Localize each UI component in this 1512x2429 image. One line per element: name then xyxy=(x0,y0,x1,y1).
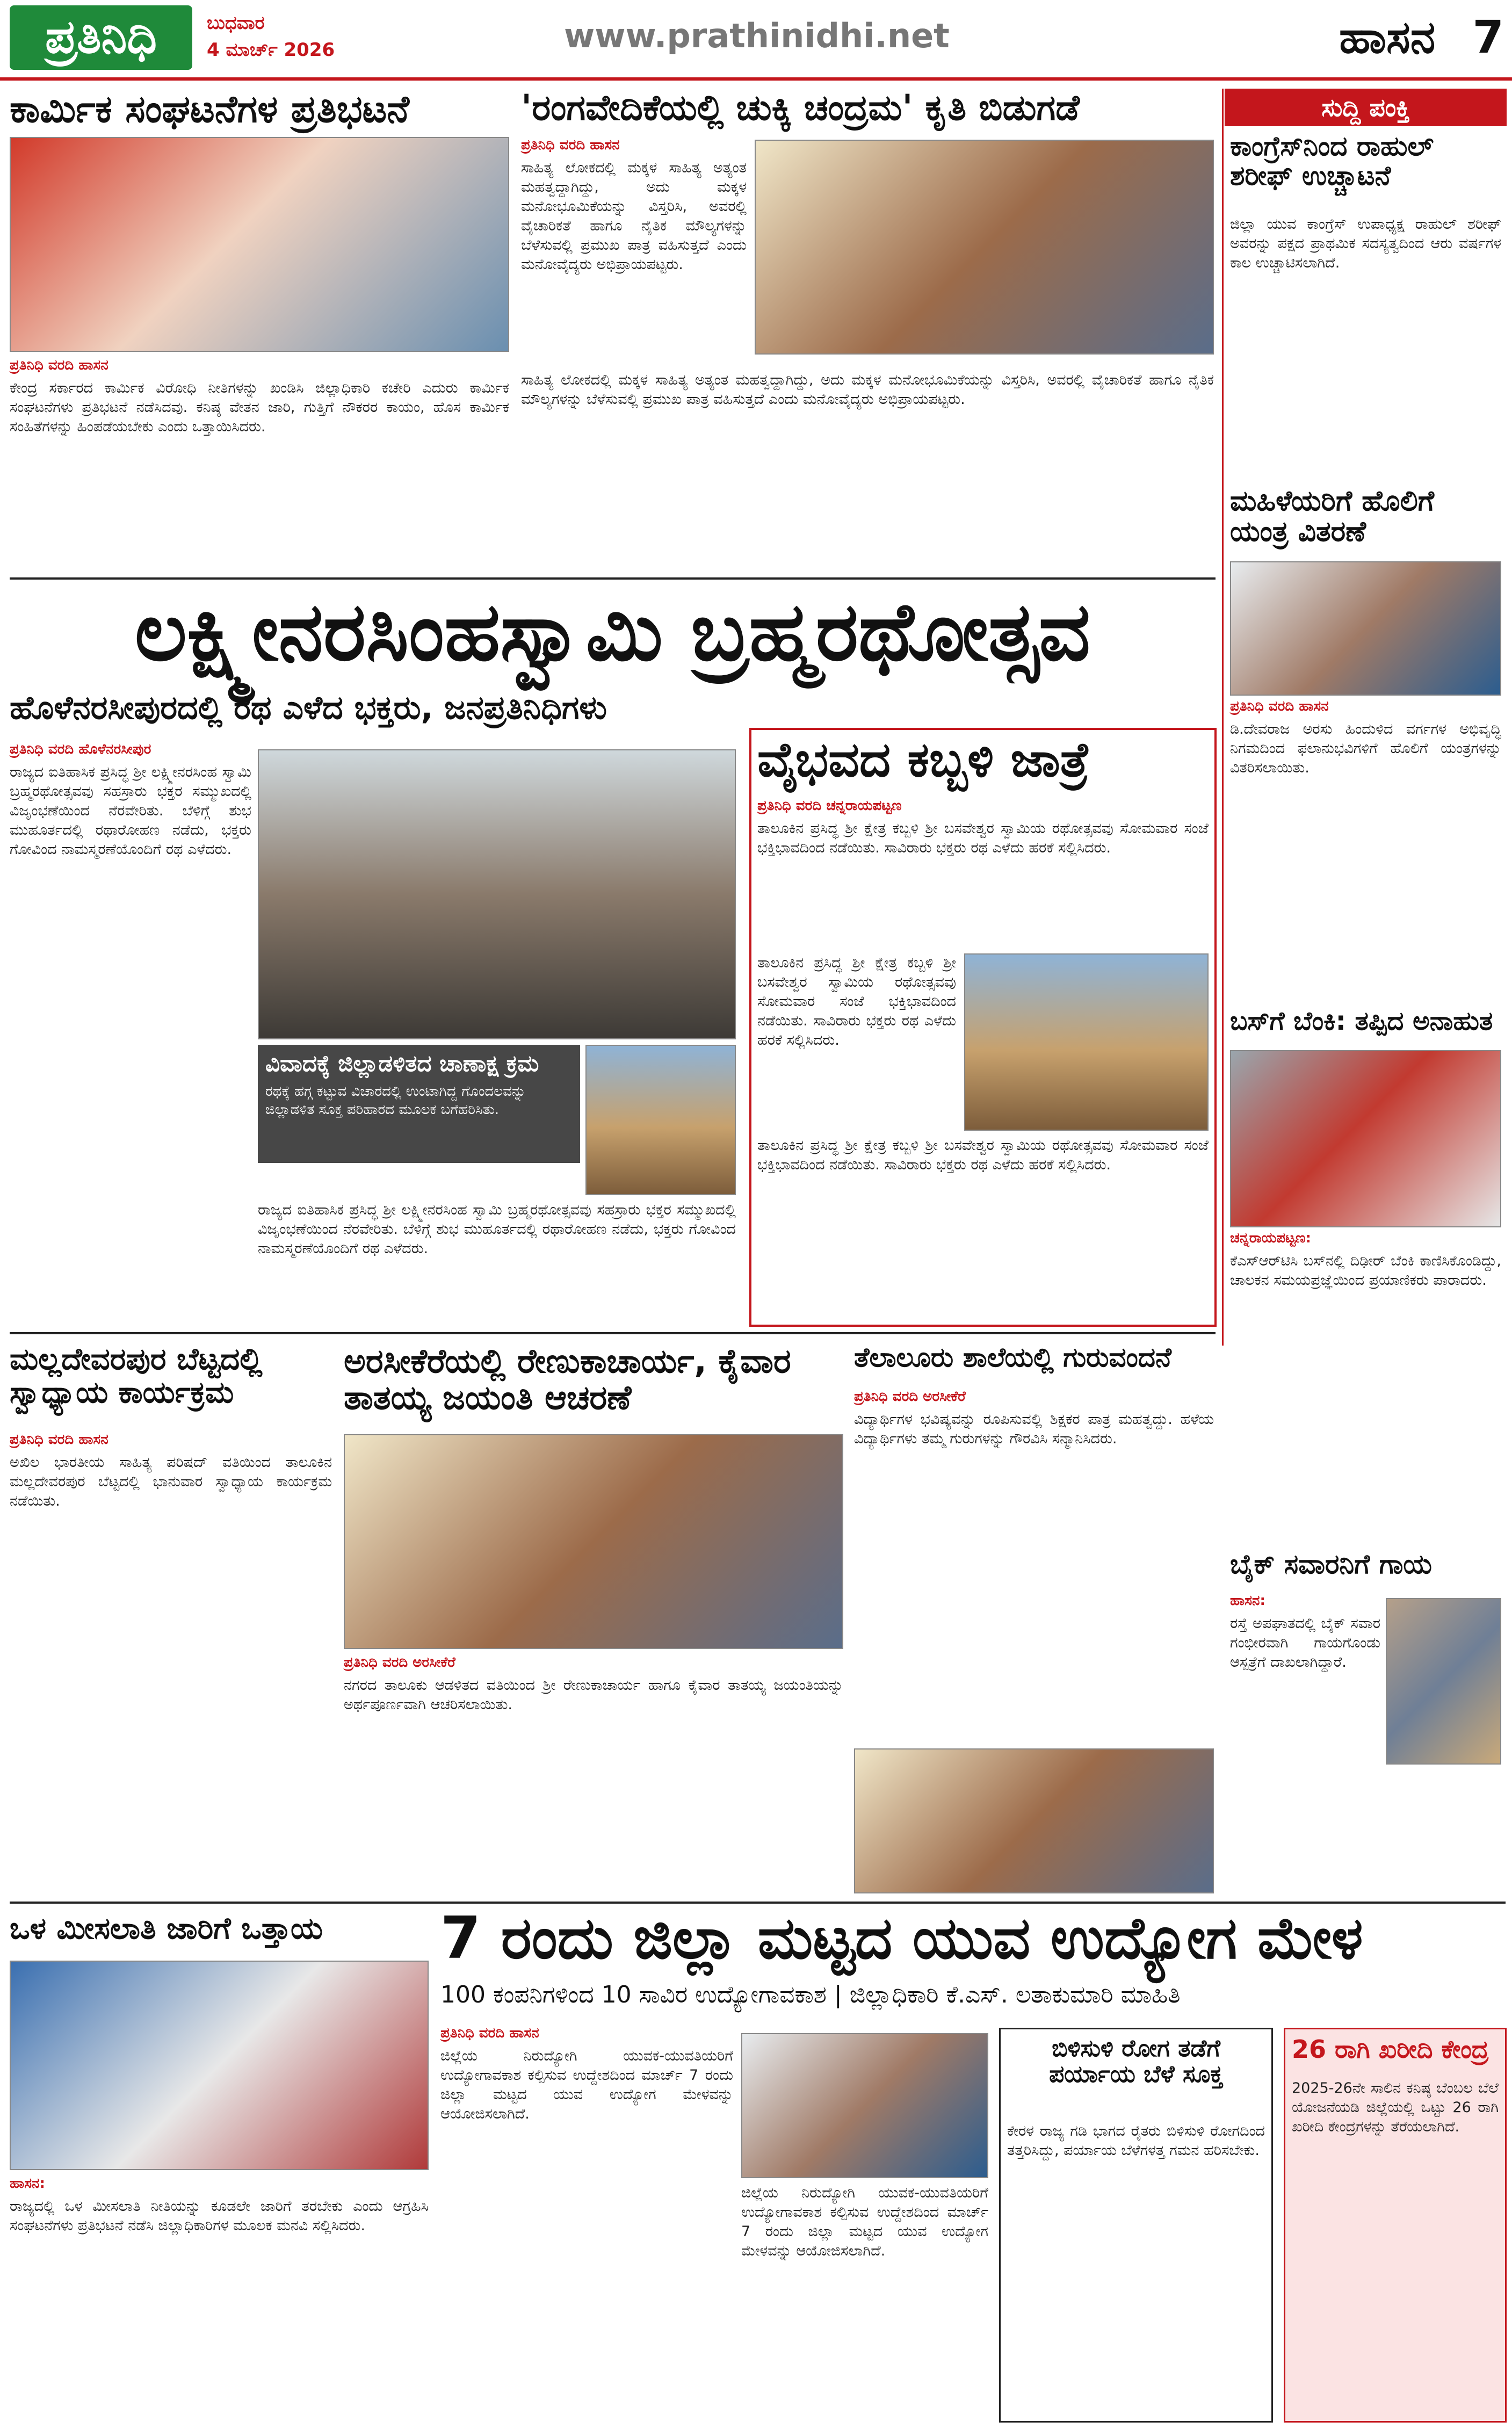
body-ragi: 2025-26ನೇ ಸಾಲಿನ ಕನಿಷ್ಠ ಬೆಂಬಲ ಬೆಲೆ ಯೋಜನೆಯಡಿ ಜಿಲ್ಲೆಯಲ್ಲಿ ಒಟ್ಟು 26 ರಾಗಿ ಖರೀದಿ ಕೇಂದ್ರಗಳನ್ನು ತೆರೆಯಲಾಗಿದೆ. xyxy=(1292,2080,1499,2135)
subhead-jobfair: 100 ಕಂಪನಿಗಳಿಂದ 10 ಸಾವಿರ ಉದ್ಯೋಗಾವಕಾಶ | ಜಿಲ್ಲಾಧಿಕಾರಿ ಕೆ.ಎಸ್. ಲತಾಕುಮಾರಿ ಮಾಹಿತಿ xyxy=(440,1981,1181,2008)
body-temple-continued: ರಾಜ್ಯದ ಐತಿಹಾಸಿಕ ಪ್ರಸಿದ್ಧ ಶ್ರೀ ಲಕ್ಷ್ಮೀನರಸಿಂಹ ಸ್ವಾಮಿ ಬ್ರಹ್ಮರಥೋತ್ಸವವು ಸಹಸ್ರಾರು ಭಕ್ತರ ಸಮ್ಮುಖದಲ್ಲಿ ವಿಜೃಂಭಣೆಯಿಂದ ನೆರವೇರಿತು. ಬೆಳಿಗ್ಗೆ ಶುಭ ಮುಹೂರ್ತದಲ್ಲಿ ರಥಾರೋಹಣ ನಡೆದು, ಭಕ್ತರು ಗೋವಿಂದ ನಾಮಸ್ಮರಣೆಯೊಂದಿಗೆ ರಥ ಎಳೆದರು. xyxy=(258,1202,736,1257)
body-jobfair: ಜಿಲ್ಲೆಯ ನಿರುದ್ಯೋಗಿ ಯುವಕ-ಯುವತಿಯರಿಗೆ ಉದ್ಯೋಗಾವಕಾಶ ಕಲ್ಪಿಸುವ ಉದ್ದೇಶದಿಂದ ಮಾರ್ಚ್ 7 ರಂದು ಜಿಲ್ಲಾ ಮಟ್ಟದ ಯುವ ಉದ್ಯೋಗ ಮೇಳವನ್ನು ಆಯೋಜಿಸಲಾಗಿದೆ. xyxy=(440,2048,733,2122)
divider xyxy=(10,1332,1216,1334)
headline-jobfair: 7 ರಂದು ಜಿಲ್ಲಾ ಮಟ್ಟದ ಯುವ ಉದ್ಯೋಗ ಮೇಳ xyxy=(440,1905,1363,1972)
credit-temple: ಪ್ರತಿನಿಧಿ ವರದಿ ಹೊಳೆನರಸೀಪುರ xyxy=(10,741,151,757)
photo-kabbali-chariot xyxy=(964,953,1209,1131)
inset-box-controversy xyxy=(258,1045,580,1163)
credit-kabbali: ಪ್ರತಿನಿಧಿ ವರದಿ ಚನ್ನರಾಯಪಟ್ಟಣ xyxy=(757,798,902,814)
credit-malla: ಪ್ರತಿನಿಧಿ ವರದಿ ಹಾಸನ xyxy=(10,1432,108,1448)
photo-deputy-commissioner xyxy=(741,2033,988,2178)
headline-labor: ಕಾರ್ಮಿಕ ಸಂಘಟನೆಗಳ ಪ್ರತಿಭಟನೆ xyxy=(10,87,409,131)
photo-bus-fire xyxy=(1230,1050,1501,1227)
body-bike: ರಸ್ತೆ ಅಪಘಾತದಲ್ಲಿ ಬೈಕ್ ಸವಾರ ಗಂಭೀರವಾಗಿ ಗಾಯಗೊಂಡು ಆಸ್ಪತ್ರೆಗೆ ದಾಖಲಾಗಿದ್ದಾರೆ. xyxy=(1230,1615,1380,1671)
headline-blight: ಬಿಳಿಸುಳಿ ರೋಗ ತಡೆಗೆ ಪರ್ಯಾಯ ಬೆಳೆ ಸೂಕ್ತ xyxy=(1049,2035,1223,2088)
body-malla: ಅಖಿಲ ಭಾರತೀಯ ಸಾಹಿತ್ಯ ಪರಿಷದ್ ವತಿಯಿಂದ ತಾಲೂಕಿನ ಮಲ್ಲದೇವರಪುರ ಬೆಟ್ಟದಲ್ಲಿ ಭಾನುವಾರ ಸ್ವಾಧ್ಯಾಯ ಕಾರ್ಯಕ್ರಮ ನಡೆಯಿತು. xyxy=(10,1454,332,1509)
dateline xyxy=(207,10,411,69)
headline-bike: ಬೈಕ್ ಸವಾರನಿಗೆ ಗಾಯ xyxy=(1230,1549,1432,1580)
headline-rahul: ಕಾಂಗ್ರೆಸ್‌ನಿಂದ ರಾಹುಲ್ ಶರೀಫ್ ಉಚ್ಚಾಟನೆ xyxy=(1230,131,1434,191)
credit-bus-fire: ಚನ್ನರಾಯಪಟ್ಟಣ: xyxy=(1230,1230,1311,1246)
headline-guru: ತೆಲಾಲೂರು ಶಾಲೆಯಲ್ಲಿ ಗುರುವಂದನೆ xyxy=(854,1342,1171,1373)
photo-olameesalati-protest xyxy=(10,1961,429,2170)
headline-olameesalati: ಒಳ ಮೀಸಲಾತಿ ಜಾರಿಗೆ ಒತ್ತಾಯ xyxy=(10,1911,323,1946)
body-book: ಸಾಹಿತ್ಯ ಲೋಕದಲ್ಲಿ ಮಕ್ಕಳ ಸಾಹಿತ್ಯ ಅತ್ಯಂತ ಮಹತ್ವದ್ದಾಗಿದ್ದು, ಅದು ಮಕ್ಕಳ ಮನೋಭೂಮಿಕೆಯನ್ನು ವಿಸ್ತರಿಸಿ, ಅವರಲ್ಲಿ ವೈಚಾರಿಕತೆ ಹಾಗೂ ನೈತಿಕ ಮೌಲ್ಯಗಳನ್ನು ಬೆಳೆಸುವಲ್ಲಿ ಪ್ರಮುಖ ಪಾತ್ರ ವಹಿಸುತ್ತದೆ ಎಂದು ಮನೋವೈದ್ಯರು ಅಭಿಪ್ರಾಯಪಟ್ಟರು. xyxy=(521,160,747,273)
body-kabbali-continued: ತಾಲೂಕಿನ ಪ್ರಸಿದ್ಧ ಶ್ರೀ ಕ್ಷೇತ್ರ ಕಬ್ಬಳಿ ಶ್ರೀ ಬಸವೇಶ್ವರ ಸ್ವಾಮಿಯ ರಥೋತ್ಸವವು ಸೋಮವಾರ ಸಂಜೆ ಭಕ್ತಿಭಾವದಿಂದ ನಡೆಯಿತು. ಸಾವಿರಾರು ಭಕ್ತರು ರಥ ಎಳೆದು ಹರಕೆ ಸಲ್ಲಿಸಿದರು. xyxy=(757,1137,1209,1173)
headline-temple: ಲಕ್ಷ್ಮೀನರಸಿಂಹಸ್ವಾಮಿ ಬ್ರಹ್ಮರಥೋತ್ಸವ xyxy=(134,585,1091,679)
headline-ragi: 26 ರಾಗಿ ಖರೀದಿ ಕೇಂದ್ರ xyxy=(1292,2035,1489,2064)
divider xyxy=(10,577,1216,580)
body-guru: ವಿದ್ಯಾರ್ಥಿಗಳ ಭವಿಷ್ಯವನ್ನು ರೂಪಿಸುವಲ್ಲಿ ಶಿಕ್ಷಕರ ಪಾತ್ರ ಮಹತ್ವದ್ದು. ಹಳೆಯ ವಿದ್ಯಾರ್ಥಿಗಳು ತಮ್ಮ ಗುರುಗಳನ್ನು ಗೌರವಿಸಿ ಸನ್ಮಾನಿಸಿದರು. xyxy=(854,1411,1214,1447)
credit-bike: ಹಾಸನ: xyxy=(1230,1593,1265,1609)
credit-book: ಪ್ರತಿನಿಧಿ ವರದಿ ಹಾಸನ xyxy=(521,137,620,153)
body-blight: ಕೇರಳ ರಾಜ್ಯ ಗಡಿ ಭಾಗದ ರೈತರು ಬಿಳಿಸುಳಿ ರೋಗದಿಂದ ತತ್ತರಿಸಿದ್ದು, ಪರ್ಯಾಯ ಬೆಳೆಗಳತ್ತ ಗಮನ ಹರಿಸಬೇಕು. xyxy=(1007,2123,1265,2159)
body-temple: ರಾಜ್ಯದ ಐತಿಹಾಸಿಕ ಪ್ರಸಿದ್ಧ ಶ್ರೀ ಲಕ್ಷ್ಮೀನರಸಿಂಹ ಸ್ವಾಮಿ ಬ್ರಹ್ಮರಥೋತ್ಸವವು ಸಹಸ್ರಾರು ಭಕ್ತರ ಸಮ್ಮುಖದಲ್ಲಿ ವಿಜೃಂಭಣೆಯಿಂದ ನೆರವೇರಿತು. ಬೆಳಿಗ್ಗೆ ಶುಭ ಮುಹೂರ್ತದಲ್ಲಿ ರಥಾರೋಹಣ ನಡೆದು, ಭಕ್ತರು ಗೋವಿಂದ ನಾಮಸ್ಮರಣೆಯೊಂದಿಗೆ ರಥ ಎಳೆದರು. xyxy=(10,764,251,858)
headline-bus-fire: ಬಸ್‌ಗೆ ಬೆಂಕಿ: ತಪ್ಪಿದ ಅನಾಹುತ xyxy=(1230,1006,1493,1036)
photo-chariot xyxy=(585,1045,736,1195)
website-url[interactable]: www.prathinidhi.net xyxy=(564,16,950,55)
body-sewing: ಡಿ.ದೇವರಾಜ ಅರಸು ಹಿಂದುಳಿದ ವರ್ಗಗಳ ಅಭಿವೃದ್ಧಿ ನಿಗಮದಿಂದ ಫಲಾನುಭವಿಗಳಿಗೆ ಹೊಲಿಗೆ ಯಂತ್ರಗಳನ್ನು ವಿತರಿಸಲಾಯಿತು. xyxy=(1230,721,1501,776)
newspaper-logo: ಪ್ರತಿನಿಧಿ xyxy=(10,5,192,70)
photo-renuka-event xyxy=(344,1434,843,1649)
headline-malla: ಮಲ್ಲದೇವರಪುರ ಬೆಟ್ಟದಲ್ಲಿ ಸ್ವಾಧ್ಯಾಯ ಕಾರ್ಯಕ್ರಮ xyxy=(10,1342,263,1410)
sidebar-title: ಸುದ್ದಿ ಪಂಕ್ತಿ xyxy=(1225,89,1507,126)
divider xyxy=(10,1902,1506,1904)
body-book-continued: ಸಾಹಿತ್ಯ ಲೋಕದಲ್ಲಿ ಮಕ್ಕಳ ಸಾಹಿತ್ಯ ಅತ್ಯಂತ ಮಹತ್ವದ್ದಾಗಿದ್ದು, ಅದು ಮಕ್ಕಳ ಮನೋಭೂಮಿಕೆಯನ್ನು ವಿಸ್ತರಿಸಿ, ಅವರಲ್ಲಿ ವೈಚಾರಿಕತೆ ಹಾಗೂ ನೈತಿಕ ಮೌಲ್ಯಗಳನ್ನು ಬೆಳೆಸುವಲ್ಲಿ ಪ್ರಮುಖ ಪಾತ್ರ ವಹಿಸುತ್ತದೆ ಎಂದು ಮನೋವೈದ್ಯರು ಅಭಿಪ್ರಾಯಪಟ್ಟರು. xyxy=(521,372,1214,408)
credit-olameesalati: ಹಾಸನ: xyxy=(10,2175,45,2192)
headline-kabbali: ವೈಭವದ ಕಬ್ಬಳಿ ಜಾತ್ರೆ xyxy=(757,732,1090,788)
inset-headline: ವಿವಾದಕ್ಕೆ ಜಿಲ್ಲಾಡಳಿತದ ಚಾಣಾಕ್ಷ ಕ್ರಮ xyxy=(265,1050,539,1076)
body-renuka: ನಗರದ ತಾಲೂಕು ಆಡಳಿತದ ವತಿಯಿಂದ ಶ್ರೀ ರೇಣುಕಾಚಾರ್ಯ ಹಾಗೂ ಕೈವಾರ ತಾತಯ್ಯ ಜಯಂತಿಯನ್ನು ಅರ್ಥಪೂರ್ಣವಾಗಿ ಆಚರಿಸಲಾಯಿತು. xyxy=(344,1677,843,1713)
credit-jobfair: ಪ್ರತಿನಿಧಿ ವರದಿ ಹಾಸನ xyxy=(440,2025,539,2041)
subhead-temple: ಹೊಳೆನರಸೀಪುರದಲ್ಲಿ ರಥ ಎಳೆದ ಭಕ್ತರು, ಜನಪ್ರತಿನಿಧಿಗಳು xyxy=(10,689,607,727)
body-kabbali-col: ತಾಲೂಕಿನ ಪ್ರಸಿದ್ಧ ಶ್ರೀ ಕ್ಷೇತ್ರ ಕಬ್ಬಳಿ ಶ್ರೀ ಬಸವೇಶ್ವರ ಸ್ವಾಮಿಯ ರಥೋತ್ಸವವು ಸೋಮವಾರ ಸಂಜೆ ಭಕ್ತಿಭಾವದಿಂದ ನಡೆಯಿತು. ಸಾವಿರಾರು ಭಕ್ತರು ರಥ ಎಳೆದು ಹರಕೆ ಸಲ್ಲಿಸಿದರು. xyxy=(757,955,956,1049)
credit-guru: ಪ್ರತಿನಿಧಿ ವರದಿ ಅರಸೀಕೆರೆ xyxy=(854,1389,966,1405)
inset-body: ರಥಕ್ಕೆ ಹಗ್ಗ ಕಟ್ಟುವ ವಿಚಾರದಲ್ಲಿ ಉಂಟಾಗಿದ್ದ ಗೊಂದಲವನ್ನು ಜಿಲ್ಲಾಡಳಿತ ಸೂಕ್ತ ಪರಿಹಾರದ ಮೂಲಕ ಬಗೆಹರಿಸಿತು. xyxy=(265,1083,526,1118)
body-kabbali: ತಾಲೂಕಿನ ಪ್ರಸಿದ್ಧ ಶ್ರೀ ಕ್ಷೇತ್ರ ಕಬ್ಬಳಿ ಶ್ರೀ ಬಸವೇಶ್ವರ ಸ್ವಾಮಿಯ ರಥೋತ್ಸವವು ಸೋಮವಾರ ಸಂಜೆ ಭಕ್ತಿಭಾವದಿಂದ ನಡೆಯಿತು. ಸಾವಿರಾರು ಭಕ್ತರು ರಥ ಎಳೆದು ಹರಕೆ ಸಲ್ಲಿಸಿದರು. xyxy=(757,820,1209,856)
credit-labor: ಪ್ರತಿನಿಧಿ ವರದಿ ಹಾಸನ xyxy=(10,357,108,373)
section-place: ಹಾಸನ xyxy=(1339,11,1436,63)
headline-book: 'ರಂಗವೇದಿಕೆಯಲ್ಲಿ ಚುಕ್ಕಿ ಚಂದ್ರಮ' ಕೃತಿ ಬಿಡುಗಡೆ xyxy=(521,87,1080,128)
body-olameesalati: ರಾಜ್ಯದಲ್ಲಿ ಒಳ ಮೀಸಲಾತಿ ನೀತಿಯನ್ನು ಕೂಡಲೇ ಜಾರಿಗೆ ತರಬೇಕು ಎಂದು ಆಗ್ರಹಿಸಿ ಸಂಘಟನೆಗಳು ಪ್ರತಿಭಟನೆ ನಡೆಸಿ ಜಿಲ್ಲಾಧಿಕಾರಿಗಳ ಮೂಲಕ ಮನವಿ ಸಲ್ಲಿಸಿದರು. xyxy=(10,2198,429,2234)
credit-renuka: ಪ್ರತಿನಿಧಿ ವರದಿ ಅರಸೀಕೆರೆ xyxy=(344,1654,455,1671)
page-number: 7 xyxy=(1472,11,1504,63)
issue-date: 4 ಮಾರ್ಚ್ 2026 xyxy=(207,39,335,61)
page-section xyxy=(1300,11,1504,70)
photo-labor-protest xyxy=(10,137,509,352)
body-jobfair-continued: ಜಿಲ್ಲೆಯ ನಿರುದ್ಯೋಗಿ ಯುವಕ-ಯುವತಿಯರಿಗೆ ಉದ್ಯೋಗಾವಕಾಶ ಕಲ್ಪಿಸುವ ಉದ್ದೇಶದಿಂದ ಮಾರ್ಚ್ 7 ರಂದು ಜಿಲ್ಲಾ ಮಟ್ಟದ ಯುವ ಉದ್ಯೋಗ ಮೇಳವನ್ನು ಆಯೋಜಿಸಲಾಗಿದೆ. xyxy=(741,2185,988,2259)
photo-sewing-machines xyxy=(1230,561,1501,696)
body-labor: ಕೇಂದ್ರ ಸರ್ಕಾರದ ಕಾರ್ಮಿಕ ವಿರೋಧಿ ನೀತಿಗಳನ್ನು ಖಂಡಿಸಿ ಜಿಲ್ಲಾಧಿಕಾರಿ ಕಚೇರಿ ಎದುರು ಕಾರ್ಮಿಕ ಸಂಘಟನೆಗಳು ಪ್ರತಿಭಟನೆ ನಡೆಸಿದವು. ಕನಿಷ್ಠ ವೇತನ ಜಾರಿ, ಗುತ್ತಿಗೆ ನೌಕರರ ಕಾಯಂ, ಹೊಸ ಕಾರ್ಮಿಕ ಸಂಹಿತೆಗಳನ್ನು ಹಿಂಪಡೆಯಬೇಕು ಎಂದು ಒತ್ತಾಯಿಸಿದರು. xyxy=(10,380,509,435)
headline-sewing: ಮಹಿಳೆಯರಿಗೆ ಹೊಲಿಗೆ ಯಂತ್ರ ವಿತರಣೆ xyxy=(1230,485,1434,548)
photo-book-release xyxy=(755,140,1214,355)
day-name: ಬುಧವಾರ xyxy=(207,12,265,34)
headline-renuka: ಅರಸೀಕೆರೆಯಲ್ಲಿ ರೇಣುಕಾಚಾರ್ಯ, ಕೈವಾರ ತಾತಯ್ಯ ಜಯಂತಿ ಆಚರಣೆ xyxy=(344,1341,791,1418)
photo-bike-injury xyxy=(1386,1598,1501,1765)
body-rahul: ಜಿಲ್ಲಾ ಯುವ ಕಾಂಗ್ರೆಸ್ ಉಪಾಧ್ಯಕ್ಷ ರಾಹುಲ್ ಶರೀಫ್ ಅವರನ್ನು ಪಕ್ಷದ ಪ್ರಾಥಮಿಕ ಸದಸ್ಯತ್ವದಿಂದ ಆರು ವರ್ಷಗಳ ಕಾಲ ಉಚ್ಚಾಟಿಸಲಾಗಿದೆ. xyxy=(1230,216,1501,271)
photo-chariot-crowd xyxy=(258,749,736,1039)
credit-sewing: ಪ್ರತಿನಿಧಿ ವರದಿ ಹಾಸನ xyxy=(1230,698,1329,714)
body-bus-fire: ಕೆಎಸ್‌ಆರ್‌ಟಿಸಿ ಬಸ್‌ನಲ್ಲಿ ದಿಢೀರ್ ಬೆಂಕಿ ಕಾಣಿಸಿಕೊಂಡಿದ್ದು, ಚಾಲಕನ ಸಮಯಪ್ರಜ್ಞೆಯಿಂದ ಪ್ರಯಾಣಿಕರು ಪಾರಾದರು. xyxy=(1230,1253,1501,1289)
photo-guru-vandane xyxy=(854,1748,1214,1893)
